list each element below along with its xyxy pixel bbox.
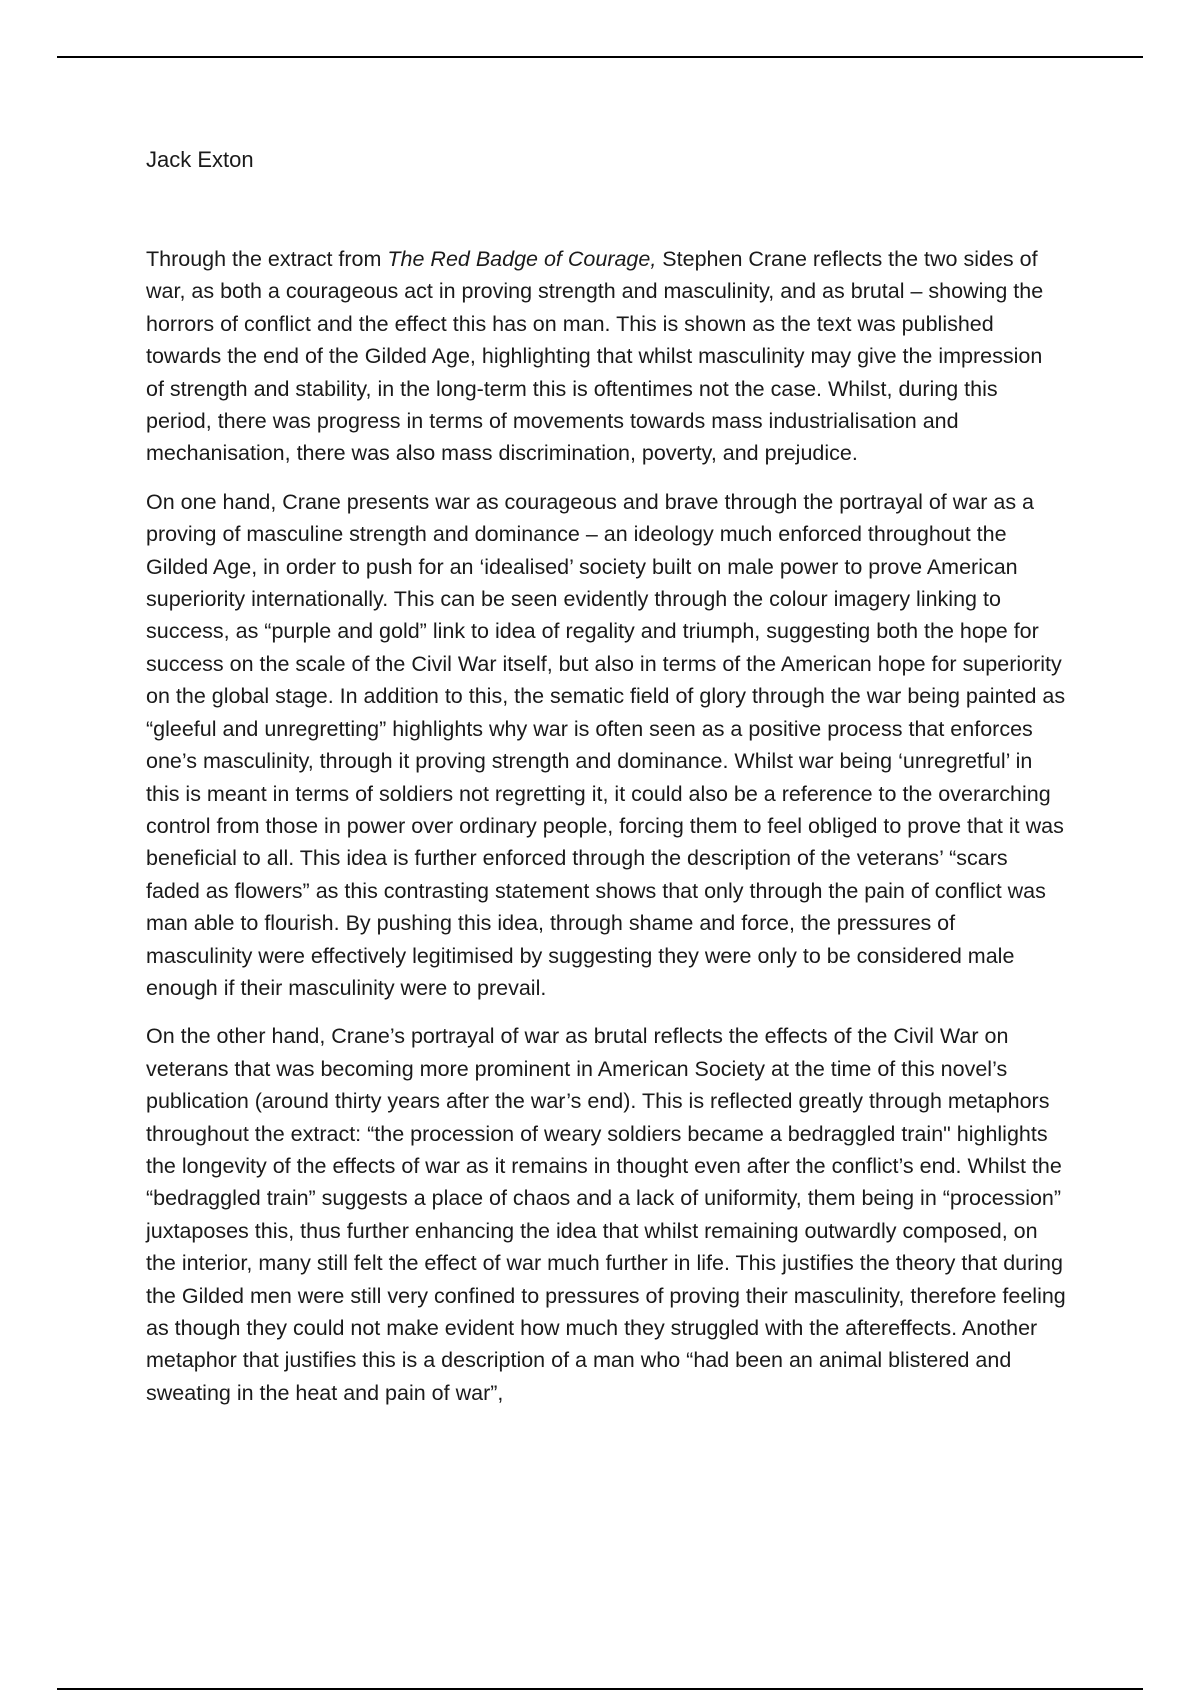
essay-body	[146, 243, 1066, 1425]
bottom-rule	[57, 1688, 1143, 1690]
book-title: The Red Badge of Courage,	[387, 247, 657, 271]
intro-rest-text: Stephen Crane reflects the two sides of war, as both a courageous act in proving strength and masculinity, and as brutal – showing the horrors of conflict and the effect this has on man. This is shown as the text was published towards the end of the Gilded Age, highlighting that whilst masculinity may give the impression of strength and stability, in the long-term this is oftentimes not the case. Whilst, during this period, there was progress in terms of movements towards mass industrialisation and mechanisation, there was also mass discrimination, poverty, and prejudice.	[146, 247, 1044, 466]
paragraph-intro	[146, 243, 1066, 470]
paragraph-courage: On one hand, Crane presents war as courageous and brave through the portrayal of war as a proving of masculine strength and dominance – an ideology much enforced throughout the Gilded Age, in order to push for an ‘idealised’ society built on male power to prove American superiority internationally. This can be seen evidently through the colour imagery linking to success, as “purple and gold” link to idea of regality and triumph, suggesting both the hope for success on the scale of the Civil War itself, but also in terms of the American hope for superiority on the global stage. In addition to this, the sematic field of glory through the war being painted as “gleeful and unregretting” highlights why war is often seen as a positive process that enforces one’s masculinity, through it proving strength and dominance. Whilst war being ‘unregretful’ in this is meant in terms of soldiers not regretting it, it could also be a reference to the overarching control from those in power over ordinary people, forcing them to feel obliged to prove that it was beneficial to all. This idea is further enforced through the description of the veterans’ “scars faded as flowers” as this contrasting statement shows that only through the pain of conflict was man able to flourish. By pushing this idea, through shame and force, the pressures of masculinity were effectively legitimised by suggesting they were only to be considered male enough if their masculinity were to prevail.	[146, 489, 1066, 1000]
author-name: Jack Exton	[146, 147, 254, 172]
intro-lead-text: Through the extract from	[146, 247, 388, 271]
paragraph-brutality: On the other hand, Crane’s portrayal of war as brutal reflects the effects of the Civil War on veterans that was becoming more prominent in American Society at the time of this novel’s publication (around thirty years after the war’s end). This is reflected greatly through metaphors throughout the extract: “the procession of weary soldiers became a bedraggled train" highlights the longevity of the effects of war as it remains in thought even after the conflict’s end. Whilst the “bedraggled train” suggests a place of chaos and a lack of uniformity, them being in “procession” juxtaposes this, thus further enhancing the idea that whilst remaining outwardly composed, on the interior, many still felt the effect of war much further in life. This justifies the theory that during the Gilded men were still very confined to pressures of proving their masculinity, therefore feeling as though they could not make evident how much they struggled with the aftereffects. Another metaphor that justifies this is a description of a man who “had been an animal blistered and sweating in the heat and pain of war”,	[146, 1024, 1066, 1405]
top-rule	[57, 56, 1143, 58]
